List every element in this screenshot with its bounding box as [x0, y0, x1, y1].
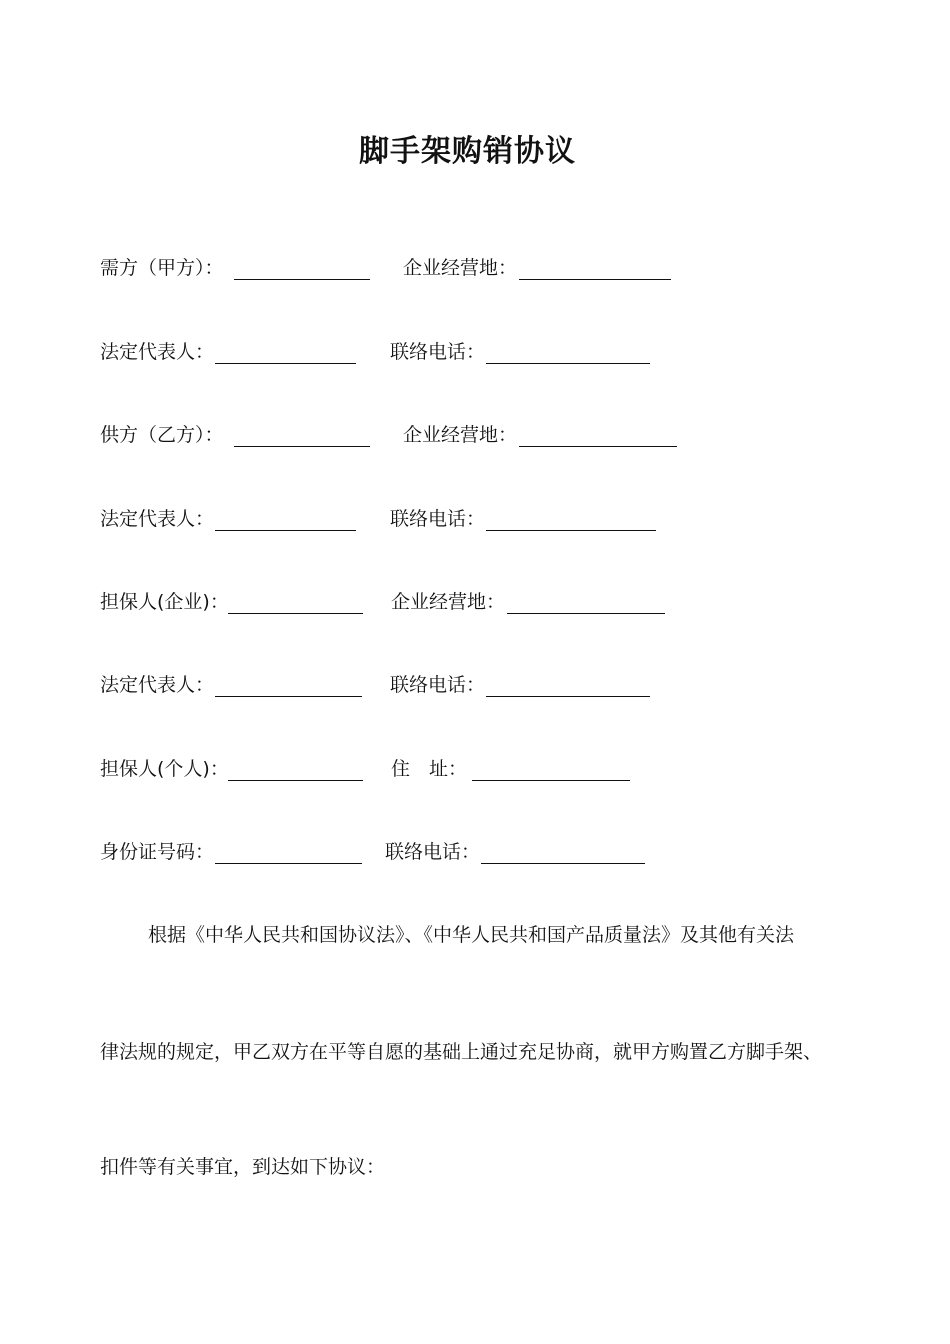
field-label-guarantor-company: 担保人(企业)： — [100, 591, 229, 613]
field-label-legal-rep: 法定代表人： — [100, 674, 215, 696]
blank-line — [215, 363, 356, 364]
field-label-legal-rep: 法定代表人： — [100, 341, 215, 363]
blank-line — [519, 279, 671, 280]
blank-line — [486, 696, 650, 697]
field-label-phone: 联络电话： — [390, 674, 486, 696]
blank-line — [215, 863, 362, 864]
field-label-phone: 联络电话： — [390, 341, 486, 363]
field-label-id-number: 身份证号码： — [100, 841, 215, 863]
field-label-guarantor-person: 担保人(个人)： — [100, 758, 229, 780]
blank-line — [519, 446, 677, 447]
blank-line — [472, 780, 630, 781]
blank-line — [486, 530, 656, 531]
blank-line — [234, 446, 370, 447]
field-label-phone: 联络电话： — [390, 508, 486, 530]
field-label-legal-rep: 法定代表人： — [100, 508, 215, 530]
blank-line — [481, 863, 645, 864]
field-label-residence: 住 址： — [391, 758, 468, 780]
field-label-buyer: 需方（甲方）： — [100, 257, 224, 279]
paragraph-line-2: 律法规的规定，甲乙双方在平等自愿的基础上通过充足协商，就甲方购置乙方脚手架、 — [100, 1041, 823, 1063]
blank-line — [507, 613, 665, 614]
blank-line — [234, 279, 370, 280]
document-title: 脚手架购销协议 — [359, 134, 576, 169]
field-label-supplier: 供方（乙方）： — [100, 424, 224, 446]
blank-line — [215, 696, 362, 697]
field-label-address: 企业经营地： — [403, 424, 518, 446]
blank-line — [215, 530, 356, 531]
field-label-address: 企业经营地： — [403, 257, 518, 279]
field-label-address: 企业经营地： — [391, 591, 506, 613]
blank-line — [486, 363, 650, 364]
field-label-phone: 联络电话： — [385, 841, 481, 863]
blank-line — [228, 780, 363, 781]
paragraph-line-1: 根据《中华人民共和国协议法》、《中华人民共和国产品质量法》及其他有关法 — [148, 924, 795, 946]
paragraph-line-3: 扣件等有关事宜，到达如下协议： — [100, 1156, 386, 1178]
blank-line — [228, 613, 363, 614]
